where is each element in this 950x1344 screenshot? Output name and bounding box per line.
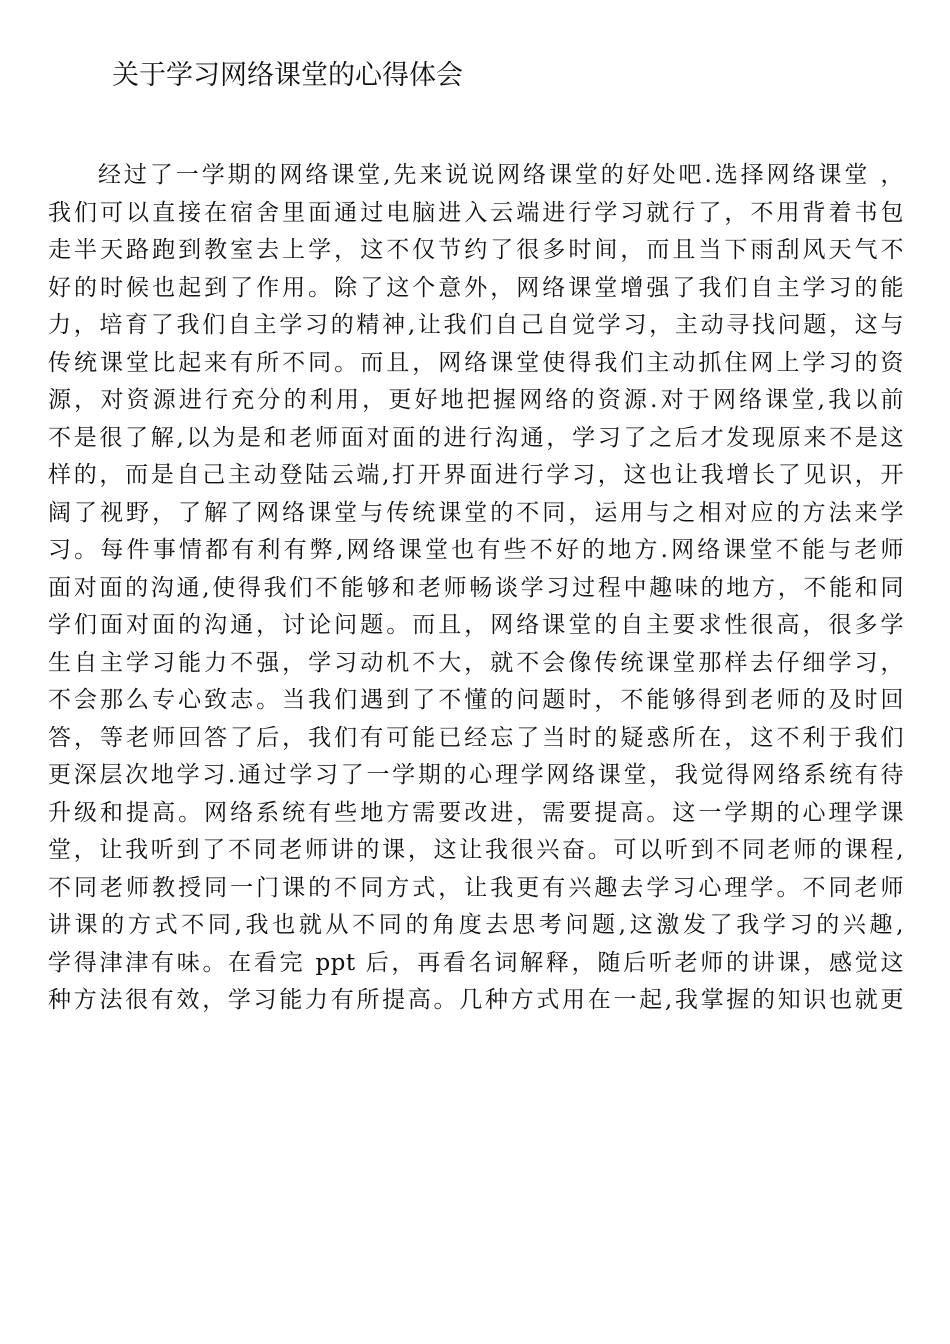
- paragraph-line: 面对面的沟通,使得我们不能够和老师畅谈学习过程中趣味的地方，不能和同: [48, 574, 904, 601]
- document-body: [48, 157, 904, 1020]
- paragraph-line: 堂，让我听到了不同老师讲的课，这让我很兴奋。可以听到不同老师的课程,: [48, 837, 904, 863]
- paragraph-line: 答，等老师回答了后，我们有可能已经忘了当时的疑惑所在，这不利于我们: [48, 724, 904, 751]
- paragraph-line: 学得津津有味。在看完 ppt 后，再看名词解释，随后听老师的讲课，感觉这: [48, 949, 904, 976]
- paragraph-line: 阔了视野，了解了网络课堂与传统课堂的不同，运用与之相对应的方法来学: [48, 499, 904, 526]
- paragraph-line: 好的时候也起到了作用。除了这个意外，网络课堂增强了我们自主学习的能: [48, 274, 904, 301]
- paragraph-line: 不会那么专心致志。当我们遇到了不懂的问题时，不能够得到老师的及时回: [48, 687, 904, 713]
- paragraph-line: 更深层次地学习.通过学习了一学期的心理学网络课堂，我觉得网络系统有待: [48, 762, 904, 788]
- paragraph-line: 我们可以直接在宿舍里面通过电脑进入云端进行学习就行了，不用背着书包: [48, 199, 904, 226]
- paragraph-line: 升级和提高。网络系统有些地方需要改进，需要提高。这一学期的心理学课: [48, 799, 904, 826]
- paragraph-line: 走半天路跑到教室去上学，这不仅节约了很多时间，而且当下雨刮风天气不: [48, 237, 904, 263]
- paragraph-line: 源，对资源进行充分的利用，更好地把握网络的资源.对于网络课堂,我以前: [48, 387, 904, 413]
- paragraph-line: 样的，而是自己主动登陆云端,打开界面进行学习，这也让我增长了见识，开: [48, 462, 904, 488]
- paragraph-line: 不是很了解,以为是和老师面对面的进行沟通，学习了之后才发现原来不是这: [48, 424, 904, 451]
- paragraph-line: 传统课堂比起来有所不同。而且，网络课堂使得我们主动抓住网上学习的资: [48, 349, 904, 376]
- paragraph-line: 生自主学习能力不强，学习动机不大，就不会像传统课堂那样去仔细学习，: [48, 649, 904, 676]
- paragraph-line: 讲课的方式不同,我也就从不同的角度去思考问题,这激发了我学习的兴趣,: [48, 912, 904, 938]
- paragraph-line: 学们面对面的沟通，讨论问题。而且，网络课堂的自主要求性很高，很多学: [48, 612, 904, 638]
- paragraph-line: 习。每件事情都有利有弊,网络课堂也有些不好的地方.网络课堂不能与老师: [48, 537, 904, 563]
- paragraph-line: 力，培育了我们自主学习的精神,让我们自己自觉学习，主动寻找问题，这与: [48, 312, 904, 338]
- paragraph-line: 不同老师教授同一门课的不同方式，让我更有兴趣去学习心理学。不同老师: [48, 874, 904, 901]
- paragraph-line: 种方法很有效，学习能力有所提高。几种方式用在一起,我掌握的知识也就更: [48, 987, 904, 1013]
- document-title: 关于学习网络课堂的心得体会: [112, 60, 463, 91]
- paragraph-line: 经过了一学期的网络课堂,先来说说网络课堂的好处吧.选择网络课堂 ，: [98, 162, 904, 188]
